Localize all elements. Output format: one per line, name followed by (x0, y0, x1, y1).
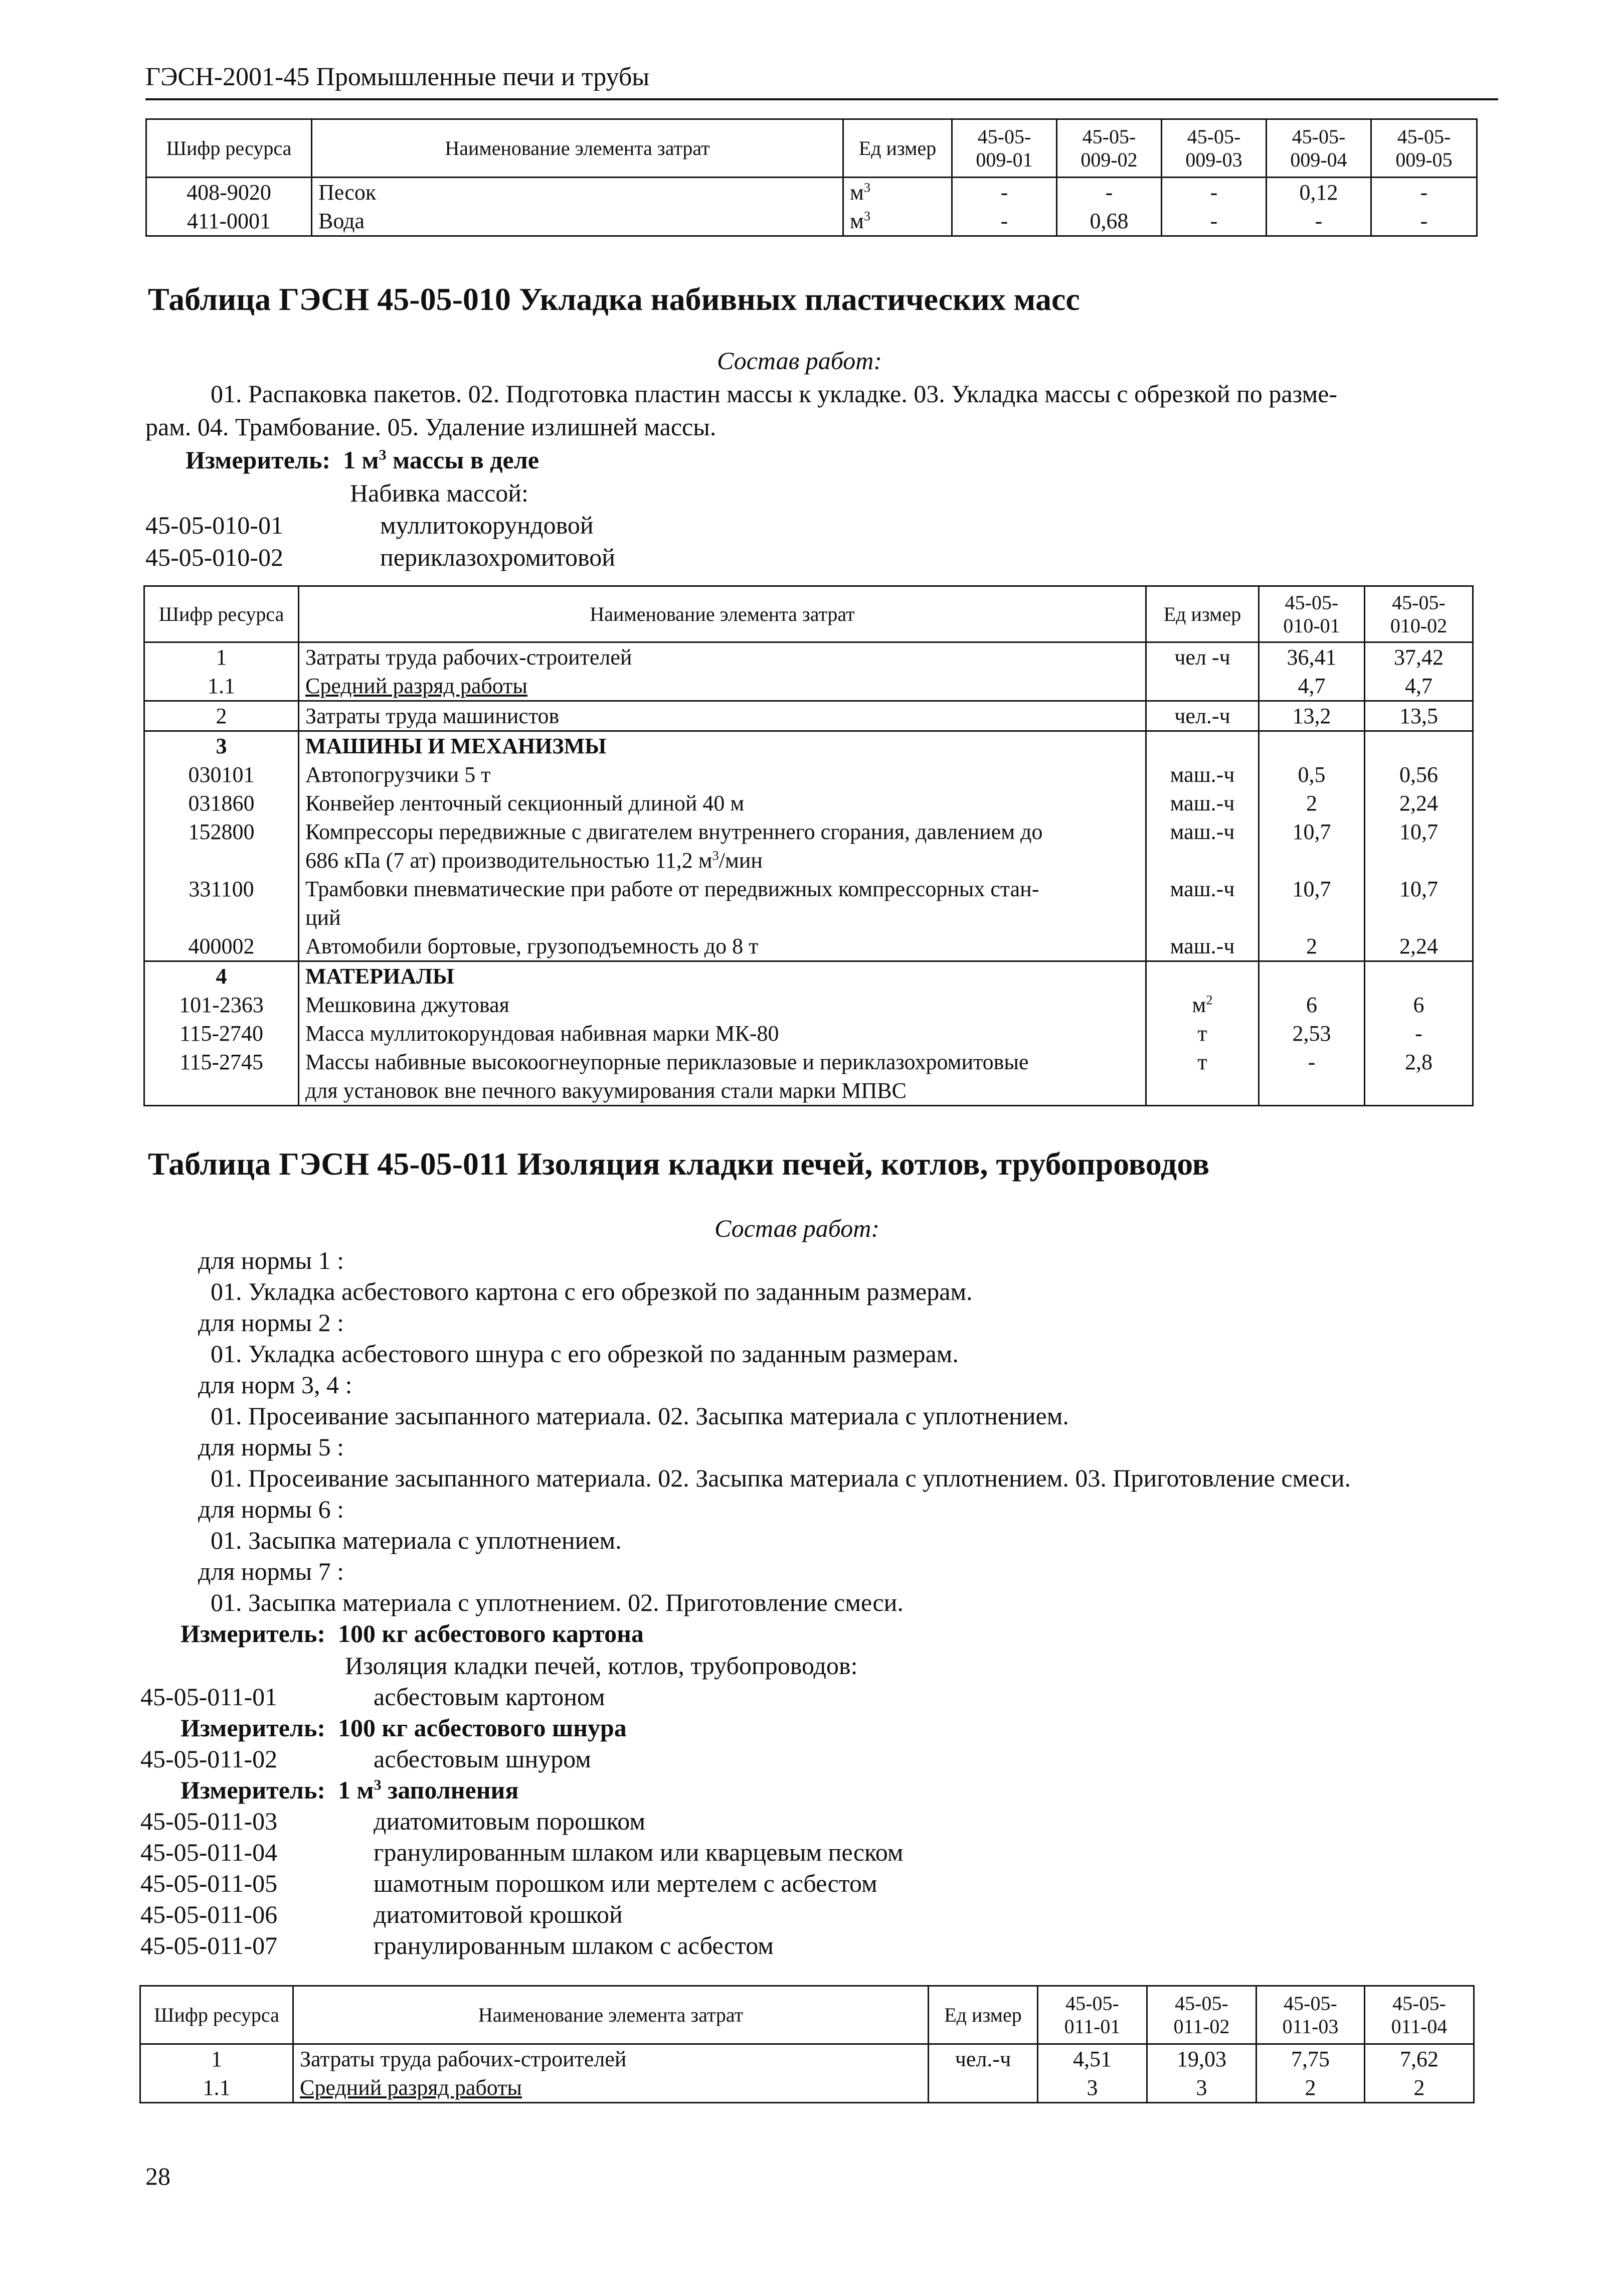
norm-code: 45-05-011-03 (140, 1807, 278, 1835)
col-header-norm-4: 45-05- 009-04 (1267, 119, 1371, 178)
norm-code: 45-05-011-07 (140, 1931, 278, 1959)
composition-label: Состав работ: (714, 1214, 880, 1242)
norm-value: 10,7 (1365, 817, 1473, 875)
norm-value: 2,8 (1365, 1048, 1473, 1106)
meter-label: Измеритель: (181, 1714, 326, 1742)
col-header-norm-5: 45-05- 009-05 (1371, 119, 1477, 178)
norm-code: 45-05-011-01 (140, 1683, 278, 1711)
norm-value: 7,75 (1256, 2044, 1365, 2074)
work-description-line: 01. Просеивание засыпанного материала. 02. Засыпка материала с уплотнением. 03. Приготовление смеси. (211, 1464, 1351, 1492)
table-row (144, 701, 1473, 731)
norm-applicability: для нормы 6 : (198, 1495, 344, 1523)
meter-line: Измеритель: 100 кг асбестового шнура (181, 1714, 627, 1742)
resource-name: Вода (312, 207, 843, 236)
resource-code: 1.1 (144, 672, 299, 701)
resource-unit: т (1146, 1048, 1259, 1106)
col-header-norm-2: 45-05- 010-02 (1365, 586, 1473, 642)
col-header-norm-2: 45-05- 011-02 (1147, 1986, 1256, 2044)
col-header-norm-2: 45-05- 009-02 (1057, 119, 1162, 178)
work-description-line: 01. Засыпка материала с уплотнением. 02. Приготовление смеси. (211, 1588, 904, 1616)
meter-label: Измеритель: (181, 1619, 326, 1648)
resource-code: 2 (144, 701, 299, 731)
resource-code: 331100 (144, 875, 299, 932)
table-row (144, 817, 1473, 875)
resource-name: Масса муллитокорундовая набивная марки МК-80 (299, 1019, 1146, 1048)
resource-code: 400002 (144, 932, 299, 961)
work-description-line: 01. Просеивание засыпанного материала. 02. Засыпка материала с уплотнением. (211, 1402, 1069, 1430)
resource-code: 1 (144, 642, 299, 672)
norm-value: 4,51 (1038, 2044, 1147, 2074)
norm-value: 2 (1365, 2073, 1474, 2103)
norm-value: 10,7 (1259, 875, 1365, 932)
resource-unit (929, 2073, 1038, 2103)
norm-applicability: для норм 3, 4 : (198, 1371, 352, 1399)
norm-value: 0,5 (1259, 760, 1365, 789)
resource-code: 115-2740 (144, 1019, 299, 1048)
col-header-code: Шифр ресурса (144, 586, 299, 642)
norm-value: - (1371, 207, 1477, 236)
section-name: МАШИНЫ И МЕХАНИЗМЫ (299, 731, 1146, 761)
resource-name: Мешковина джутовая (299, 991, 1146, 1019)
resource-table-009 (145, 118, 1478, 237)
section-name: МАТЕРИАЛЫ (299, 961, 1146, 991)
col-header-norm-1: 45-05- 010-01 (1259, 586, 1365, 642)
work-description-line: рам. 04. Трамбование. 05. Удаление излишней массы. (145, 413, 716, 441)
norm-code: 45-05-011-02 (140, 1745, 278, 1773)
table-row (146, 178, 1477, 207)
meter-line: Измеритель: 1 $м^3$ заполнения (181, 1776, 519, 1804)
norm-value: - (1057, 178, 1162, 207)
col-header-name: Наименование элемента затрат (293, 1986, 929, 2044)
labor-section (144, 642, 1473, 701)
work-description-line: 01. Засыпка материала с уплотнением. (211, 1526, 622, 1554)
norm-group-heading: Набивка массой: (350, 479, 528, 507)
resource-code: 411-0001 (146, 207, 312, 236)
norm-value: 0,68 (1057, 207, 1162, 236)
norm-value: - (1365, 1019, 1473, 1048)
norm-text: гранулированным шлаком с асбестом (374, 1931, 774, 1959)
norm-code: 45-05-011-04 (140, 1838, 278, 1866)
machinist-labor-section (144, 701, 1473, 731)
norm-code: 45-05-011-06 (140, 1900, 278, 1928)
resource-name: Средний разряд работы (293, 2073, 929, 2103)
resource-name: Автомобили бортовые, грузоподъемность до 8 т (299, 932, 1146, 961)
norm-text: диатомитовым порошком (374, 1807, 645, 1835)
work-description-line: 01. Укладка асбестового шнура с его обрезкой по заданным размерам. (211, 1340, 959, 1368)
norm-value: - (1259, 1048, 1365, 1106)
table-row (144, 932, 1473, 961)
norm-text: муллитокорундовой (380, 511, 594, 539)
meter-line: Измеритель: 100 кг асбестового картона (181, 1619, 644, 1648)
resource-code: 1.1 (140, 2073, 293, 2103)
col-header-name: Наименование элемента затрат (312, 119, 843, 178)
section-title-010: Таблица ГЭСН 45-05-010 Укладка набивных пластических масс (148, 281, 1080, 317)
norm-value: 3 (1038, 2073, 1147, 2103)
norm-text: гранулированным шлаком или кварцевым песком (374, 1838, 904, 1866)
resource-code: 152800 (144, 817, 299, 875)
norm-value: 2 (1256, 2073, 1365, 2103)
table-row (144, 1048, 1473, 1106)
norm-value: 0,12 (1267, 178, 1371, 207)
norm-value: 4,7 (1259, 672, 1365, 701)
table-row (140, 2073, 1474, 2103)
resource-unit: т (1146, 1019, 1259, 1048)
work-description-line: 01. Укладка асбестового картона с его обрезкой по заданным размерам. (211, 1277, 973, 1305)
section-title-011: Таблица ГЭСН 45-05-011 Изоляция кладки печей, котлов, трубопроводов (148, 1146, 1210, 1182)
work-description-line: 01. Распаковка пакетов. 02. Подготовка пластин массы к укладке. 03. Укладка массы с обрезкой по разме- (211, 380, 1338, 408)
resource-code: 030101 (144, 760, 299, 789)
norm-applicability: для нормы 5 : (198, 1433, 344, 1461)
section-code: 3 (144, 731, 299, 761)
resource-name: Трамбовки пневматические при работе от передвижных компрессорных стан- ций (299, 875, 1146, 932)
machinery-section (144, 731, 1473, 961)
resource-name: Затраты труда машинистов (299, 701, 1146, 731)
norm-applicability: для нормы 1 : (198, 1246, 344, 1274)
norm-value: 19,03 (1147, 2044, 1256, 2074)
col-header-norm-1: 45-05- 009-01 (952, 119, 1057, 178)
table-row (144, 1019, 1473, 1048)
table-row (144, 875, 1473, 932)
table-row (144, 760, 1473, 789)
resource-unit: чел -ч (1146, 642, 1259, 672)
norm-value: 10,7 (1259, 817, 1365, 875)
materials-section (144, 961, 1473, 1106)
norm-value: 2,24 (1365, 789, 1473, 817)
col-header-name: Наименование элемента затрат (299, 586, 1146, 642)
resource-unit: маш.-ч (1146, 760, 1259, 789)
section-code: 4 (144, 961, 299, 991)
resource-unit: маш.-ч (1146, 817, 1259, 875)
resource-name: Затраты труда рабочих-строителей (299, 642, 1146, 672)
table-row (144, 731, 1473, 761)
norm-value: 13,2 (1259, 701, 1365, 731)
norm-text: периклазохромитовой (380, 543, 616, 571)
running-header: ГЭСН-2001-45 Промышленные печи и трубы (145, 63, 650, 91)
norm-value: 7,62 (1365, 2044, 1474, 2074)
col-header-norm-3: 45-05- 011-03 (1256, 1986, 1365, 2044)
table-row (140, 2044, 1474, 2074)
table-row (144, 672, 1473, 701)
resource-name: Массы набивные высокоогнеупорные периклазовые и периклазохромитовые для установок вне печного вакуумирования стали марки МПВС (299, 1048, 1146, 1106)
norm-value: 2,24 (1365, 932, 1473, 961)
norm-value: - (952, 178, 1057, 207)
resource-unit: маш.-ч (1146, 789, 1259, 817)
resource-name: Конвейер ленточный секционный длиной 40 м (299, 789, 1146, 817)
col-header-code: Шифр ресурса (146, 119, 312, 178)
resource-unit: маш.-ч (1146, 875, 1259, 932)
resource-unit: $м^2$ (1146, 991, 1259, 1019)
col-header-code: Шифр ресурса (140, 1986, 293, 2044)
resource-unit: чел.-ч (929, 2044, 1038, 2074)
meter-label: Измеритель: (181, 1776, 326, 1804)
resource-code: 031860 (144, 789, 299, 817)
norm-value: 37,42 (1365, 642, 1473, 672)
norm-text: асбестовым картоном (374, 1683, 605, 1711)
resource-code: 1 (140, 2044, 293, 2074)
meter-line: Измеритель: 1 $м^3$ массы в деле (186, 446, 539, 474)
norm-text: диатомитовой крошкой (374, 1900, 623, 1928)
norm-text: асбестовым шнуром (374, 1745, 591, 1773)
col-header-unit: Ед измер (929, 1986, 1038, 2044)
composition-label: Состав работ: (717, 347, 882, 375)
meter-label: Измеритель: (186, 446, 331, 474)
norm-value: 2,53 (1259, 1019, 1365, 1048)
norm-value: 2 (1259, 789, 1365, 817)
col-header-norm-3: 45-05- 009-03 (1162, 119, 1267, 178)
resource-table-010 (143, 585, 1474, 1106)
resource-name: Автопогрузчики 5 т (299, 760, 1146, 789)
norm-value: 0,56 (1365, 760, 1473, 789)
resource-unit: чел.-ч (1146, 701, 1259, 731)
col-header-norm-4: 45-05- 011-04 (1365, 1986, 1474, 2044)
norm-value: 4,7 (1365, 672, 1473, 701)
resource-code: 408-9020 (146, 178, 312, 207)
norm-value: 2 (1259, 932, 1365, 961)
table-row (144, 642, 1473, 672)
resource-unit (1146, 672, 1259, 701)
table-row (144, 789, 1473, 817)
norm-value: - (1371, 178, 1477, 207)
resource-name: Затраты труда рабочих-строителей (293, 2044, 929, 2074)
norm-value: - (1162, 207, 1267, 236)
header-rule (145, 98, 1498, 100)
norm-value: - (1162, 178, 1267, 207)
norm-applicability: для нормы 2 : (198, 1308, 344, 1337)
resource-code: 115-2745 (144, 1048, 299, 1106)
norm-value: - (952, 207, 1057, 236)
col-header-unit: Ед измер (843, 119, 952, 178)
col-header-unit: Ед измер (1146, 586, 1259, 642)
table-row (144, 961, 1473, 991)
page-number: 28 (145, 2162, 170, 2190)
table-row (144, 991, 1473, 1019)
norm-value: 10,7 (1365, 875, 1473, 932)
resource-code: 101-2363 (144, 991, 299, 1019)
norm-applicability: для нормы 7 : (198, 1557, 344, 1585)
resource-unit: маш.-ч (1146, 932, 1259, 961)
resource-name: Средний разряд работы (299, 672, 1146, 701)
norm-group-heading: Изоляция кладки печей, котлов, трубопроводов: (345, 1652, 858, 1680)
norm-code: 45-05-011-05 (140, 1869, 278, 1897)
norm-value: - (1267, 207, 1371, 236)
resource-name: Компрессоры передвижные с двигателем внутреннего сгорания, давлением до 686 кПа (7 ат) производительностью 11,2 $м^3$/мин (299, 817, 1146, 875)
norm-value: 6 (1365, 991, 1473, 1019)
col-header-norm-1: 45-05- 011-01 (1038, 1986, 1147, 2044)
norm-text: шамотным порошком или мертелем с асбестом (374, 1869, 877, 1897)
norm-value: 13,5 (1365, 701, 1473, 731)
table-row (146, 207, 1477, 236)
norm-value: 36,41 (1259, 642, 1365, 672)
resource-name: Песок (312, 178, 843, 207)
norm-value: 6 (1259, 991, 1365, 1019)
resource-table-011 (139, 1985, 1475, 2103)
resource-unit: $м^3$ (843, 178, 952, 207)
norm-value: 3 (1147, 2073, 1256, 2103)
resource-unit: $м^3$ (843, 207, 952, 236)
norm-code: 45-05-010-02 (145, 543, 283, 571)
norm-code: 45-05-010-01 (145, 511, 283, 539)
